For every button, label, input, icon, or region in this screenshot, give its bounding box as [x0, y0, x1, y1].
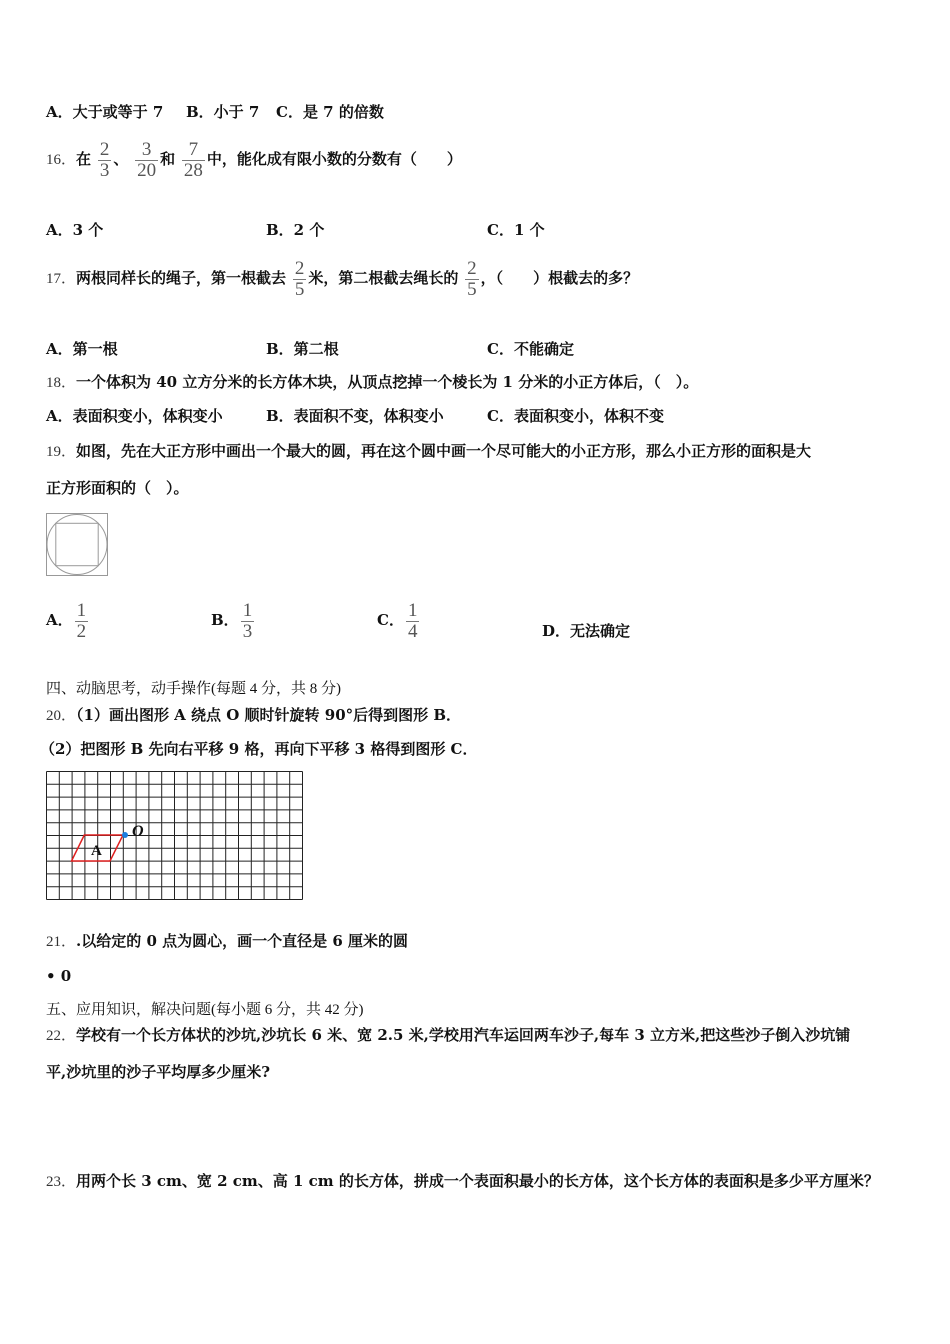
q20-text-line1: （1）画出图形 A 绕点 O 顺时针旋转 90°后得到图形 B． — [76, 706, 462, 724]
q16-separator-2: 和 — [160, 150, 176, 168]
fraction — [241, 601, 255, 642]
question-17 — [46, 256, 638, 301]
q16-option-a: A．3 个 — [46, 221, 104, 239]
small-square — [56, 523, 98, 565]
fraction — [406, 601, 420, 642]
option-label: B． — [211, 611, 239, 629]
q19-option-d: D．无法确定 — [542, 622, 631, 640]
point-o — [122, 832, 128, 838]
q22-text-line2: 平,沙坑里的沙子平均厚多少厘米? — [46, 1063, 271, 1081]
question-number: 21． — [46, 934, 77, 950]
numerator: 2 — [467, 257, 477, 279]
question-20 — [46, 705, 461, 726]
q16-text-pre: 在 — [76, 150, 92, 168]
denominator: 2 — [76, 620, 87, 642]
denominator: 3 — [242, 620, 253, 642]
fraction — [293, 259, 307, 300]
numerator: 1 — [407, 599, 418, 621]
fraction — [135, 140, 158, 181]
denominator: 4 — [407, 620, 418, 642]
q18-option-c: C．表面积变小，体积不变 — [487, 407, 664, 425]
section-5-heading: 五、应用知识，解决问题(每小题 6 分，共 42 分) — [46, 1002, 364, 1018]
question-19 — [46, 441, 811, 462]
numerator: 7 — [188, 138, 199, 160]
q17-option-a: A．第一根 — [46, 340, 118, 358]
numerator: 2 — [294, 257, 305, 279]
fraction — [98, 140, 112, 181]
denominator: 3 — [99, 159, 110, 181]
numerator: 1 — [76, 599, 87, 621]
fraction — [75, 601, 89, 642]
section-4-heading: 四、动脑思考，动手操作(每题 4 分，共 8 分) — [46, 681, 341, 697]
option-label: A． — [46, 611, 73, 629]
q19-option-b — [211, 598, 256, 642]
point-0-marker: • 0 — [46, 967, 72, 985]
question-18 — [46, 372, 698, 393]
numerator: 1 — [242, 599, 253, 621]
denominator: 20 — [137, 159, 157, 181]
denominator: 5 — [467, 278, 477, 300]
question-number: 20． — [46, 708, 77, 724]
question-23 — [46, 1171, 879, 1192]
denominator: 28 — [183, 159, 203, 181]
question-number: 17． — [46, 271, 77, 287]
shape-a-label: A — [91, 843, 102, 859]
fraction — [465, 259, 479, 300]
point-o-label: O — [132, 823, 144, 840]
q15-option-b: B．小于 7 — [186, 103, 260, 121]
q18-option-b: B．表面积不变，体积变小 — [266, 407, 444, 425]
numerator: 2 — [99, 138, 110, 160]
q17-option-b: B．第二根 — [266, 340, 339, 358]
question-number: 18． — [46, 375, 77, 391]
square-circle-figure — [46, 513, 109, 577]
question-number: 22． — [46, 1028, 77, 1044]
q22-text-line1: 学校有一个长方体状的沙坑,沙坑长 6 米、宽 2.5 米,学校用汽车运回两车沙子,每车 3 立方米,把这些沙子倒入沙坑铺 — [76, 1026, 851, 1044]
q19-option-c — [377, 598, 421, 642]
q17-option-c: C．不能确定 — [487, 340, 574, 358]
question-number: 16． — [46, 152, 77, 168]
question-21 — [46, 931, 408, 952]
question-number: 19． — [46, 444, 77, 460]
q16-text-post: 中，能化成有限小数的分数有（ ） — [206, 150, 462, 168]
q17-text-pre: 两根同样长的绳子，第一根截去 — [76, 269, 287, 287]
q21-text: .以给定的 0 点为圆心，画一个直径是 6 厘米的圆 — [76, 932, 409, 950]
q15-option-c: C．是 7 的倍数 — [276, 103, 384, 121]
square-grid — [46, 771, 304, 902]
q16-separator-1: 、 — [113, 150, 129, 168]
fraction — [182, 140, 205, 181]
question-16 — [46, 137, 462, 182]
q23-text: 用两个长 3 cm、宽 2 cm、高 1 cm 的长方体，拼成一个表面积最小的长方体，这个长方体的表面积是多少平方厘米？ — [76, 1172, 879, 1190]
q15-option-a: A．大于或等于 7 — [46, 103, 164, 121]
q19-option-a — [46, 598, 90, 642]
q20-text-line2: （2）把图形 B 先向右平移 9 格，再向下平移 3 格得到图形 C． — [40, 740, 478, 758]
q16-option-c: C．1 个 — [487, 221, 545, 239]
q16-option-b: B．2 个 — [266, 221, 325, 239]
numerator: 3 — [141, 138, 152, 160]
question-number: 23． — [46, 1174, 77, 1190]
q18-text: 一个体积为 40 立方分米的长方体木块，从顶点挖掉一个棱长为 1 分米的小正方体后，（ ）。 — [76, 373, 699, 391]
denominator: 5 — [294, 278, 305, 300]
q19-text-line2: 正方形面积的（ ）。 — [46, 479, 189, 497]
q17-text-mid: 米，第二根截去绳长的 — [308, 269, 459, 287]
question-22 — [46, 1025, 850, 1046]
q18-option-a: A．表面积变小，体积变小 — [46, 407, 223, 425]
q19-text-line1: 如图，先在大正方形中画出一个最大的圆，再在这个圆中画一个尽可能大的小正方形，那么小正方形的面积是大 — [76, 442, 812, 460]
option-label: C． — [377, 611, 404, 629]
q17-text-post: ，（ ）根截去的多？ — [480, 269, 639, 287]
